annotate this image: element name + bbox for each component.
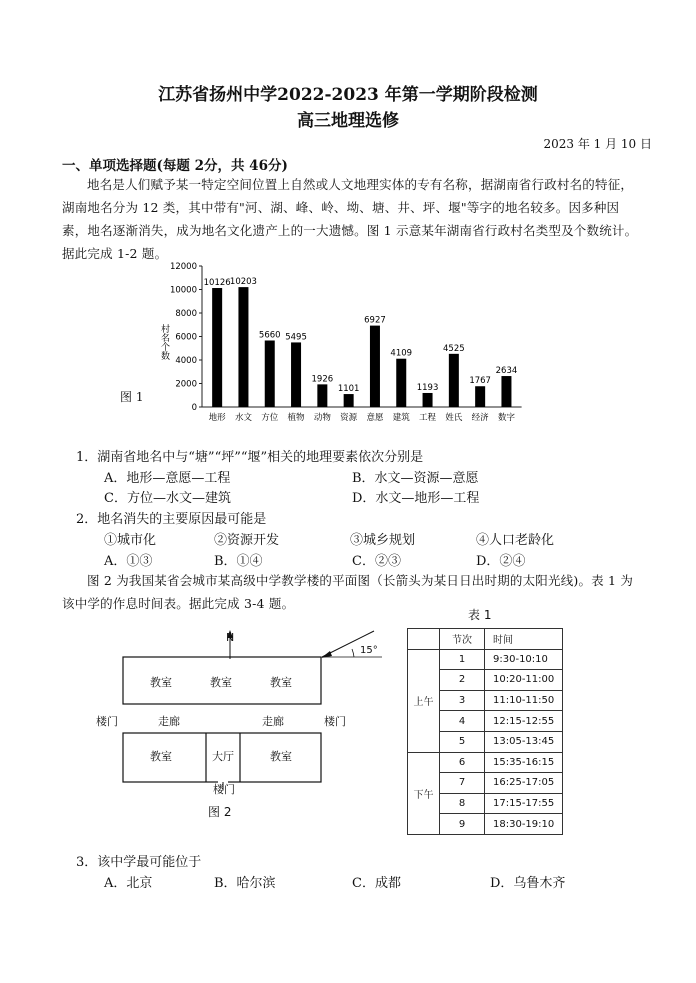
q2-reason-4: ④人口老龄化 [476, 533, 555, 548]
hall-label: 大厅 [212, 750, 234, 763]
bar-value-label: 1101 [337, 384, 360, 395]
table-header-row [408, 629, 563, 650]
table-1-caption: 表 1 [468, 608, 492, 622]
table-corner [408, 629, 440, 650]
figure-2-label: 图 2 [208, 805, 232, 819]
sun-angle-label: 15° [360, 645, 378, 656]
bar-value-label: 10203 [229, 277, 257, 288]
y-tick-label: 0 [191, 403, 197, 413]
bar-工程 [423, 393, 433, 407]
col-period: 节次 [440, 629, 485, 650]
stair-door-south: 楼门 [213, 783, 235, 796]
classroom-label-4: 教室 [150, 750, 172, 763]
x-category-label: 方位 [261, 413, 279, 423]
exam-date: 2023 年 1 月 10 日 [543, 137, 652, 151]
bar-地形 [212, 288, 222, 407]
y-tick-label: 4000 [175, 356, 197, 366]
period-number: 3 [440, 690, 485, 711]
period-number: 1 [440, 649, 485, 670]
stair-door-west: 楼门 [96, 715, 118, 728]
bar-value-label: 6927 [364, 315, 386, 326]
bar-植物 [291, 342, 301, 407]
period-number: 2 [440, 670, 485, 691]
corridor-label-1: 走廊 [158, 715, 180, 728]
figure-1-label: 图 1 [120, 390, 144, 404]
period-number: 5 [440, 731, 485, 752]
x-category-label: 数字 [497, 413, 515, 423]
period-number: 7 [440, 773, 485, 794]
period-number: 9 [440, 814, 485, 835]
classroom-label-3: 教室 [270, 676, 292, 689]
x-category-label: 植物 [287, 413, 305, 423]
bar-经济 [475, 386, 485, 407]
y-tick-label: 12000 [169, 262, 197, 272]
period-time: 15:35-16:15 [485, 752, 563, 773]
x-category-label: 建筑 [392, 413, 410, 423]
period-time: 10:20-11:00 [485, 670, 563, 691]
q1-option-a[interactable]: A．地形—意愿—工程 [104, 471, 231, 486]
bar-建筑 [396, 359, 406, 407]
q1-option-c[interactable]: C．方位—水文—建筑 [104, 491, 231, 506]
period-time: 12:15-12:55 [485, 711, 563, 732]
q2-reason-1: ①城市化 [104, 533, 157, 548]
bar-value-label: 1193 [416, 382, 439, 393]
q3-stem: 3．该中学最可能位于 [76, 855, 202, 870]
morning-label: 上午 [408, 649, 440, 752]
period-time: 9:30-10:10 [485, 649, 563, 670]
section-heading: 一、单项选择题(每题 2分，共 46分) [62, 158, 288, 174]
bar-value-label: 10126 [203, 278, 231, 289]
stair-door-east: 楼门 [324, 715, 346, 728]
classroom-label-1: 教室 [150, 676, 172, 689]
exam-subtitle: 高三地理选修 [297, 111, 399, 131]
bar-水文 [238, 287, 248, 407]
bar-value-label: 2634 [495, 366, 518, 377]
x-category-label: 意愿 [366, 413, 384, 423]
classroom-label-2: 教室 [210, 676, 232, 689]
figure-2-floorplan [90, 625, 400, 800]
north-label: N [226, 631, 235, 644]
table-row [408, 649, 563, 670]
q2-option-b[interactable]: B．①④ [214, 554, 263, 569]
bar-方位 [265, 340, 275, 407]
period-number: 8 [440, 793, 485, 814]
y-tick-label: 10000 [169, 285, 197, 296]
period-time: 11:10-11:50 [485, 690, 563, 711]
exam-title: 江苏省扬州中学2022-2023 年第一学期阶段检测 [158, 85, 538, 105]
passage-2: 图 2 为我国某省会城市某高级中学教学楼的平面图（长箭头为某日日出时期的太阳光线)。表 1 为该中学的作息时间表。据此完成 3-4 题。 [62, 573, 634, 611]
q2-reason-3: ③城乡规划 [350, 533, 416, 548]
x-category-label: 水文 [234, 413, 252, 423]
q2-option-c[interactable]: C．②③ [352, 554, 401, 569]
chart-ylabel: 村名个数 [159, 324, 169, 360]
schedule-table [407, 628, 563, 835]
bar-value-label: 5495 [285, 332, 307, 343]
bar-动物 [317, 384, 327, 407]
x-category-label: 动物 [313, 413, 331, 423]
bar-value-label: 1767 [469, 376, 491, 387]
period-number: 6 [440, 752, 485, 773]
period-time: 13:05-13:45 [485, 731, 563, 752]
q2-option-d[interactable]: D．②④ [476, 554, 526, 569]
x-category-label: 经济 [471, 413, 489, 423]
bar-数字 [501, 376, 511, 407]
bar-意愿 [370, 326, 380, 407]
bar-value-label: 5660 [258, 330, 281, 341]
period-number: 4 [440, 711, 485, 732]
q3-option-a[interactable]: A．北京 [104, 876, 153, 891]
q3-option-b[interactable]: B．哈尔滨 [214, 876, 276, 891]
y-tick-label: 2000 [175, 379, 197, 390]
passage-1: 地名是人们赋予某一特定空间位置上自然或人文地理实体的专有名称，据湖南省行政村名的特征，湖南地名分为 12 类，其中带有"河、湖、峰、岭、坳、塘、井、坪、堰"等字的地名较多。因多种因素，地名逐渐消失，成为地名文化遗产上的一大遗憾。图 1 示意某年湖南省行政村名类型及个数统计。据此完成 1-2 题。 [62, 177, 638, 261]
x-category-label: 地形 [208, 413, 226, 423]
x-category-label: 资源 [340, 413, 358, 423]
q2-reason-2: ②资源开发 [214, 533, 280, 548]
period-time: 18:30-19:10 [485, 814, 563, 835]
classroom-label-5: 教室 [270, 750, 292, 763]
corridor-label-2: 走廊 [262, 715, 284, 728]
q2-option-a[interactable]: A．①③ [104, 554, 153, 569]
bar-资源 [344, 394, 354, 407]
figure-1-chart [150, 258, 530, 430]
period-time: 16:25-17:05 [485, 773, 563, 794]
bar-姓氏 [449, 354, 459, 407]
y-tick-label: 8000 [175, 309, 197, 319]
x-category-label: 工程 [419, 413, 437, 423]
q1-stem: 1．湖南省地名中与“塘”“坪”“堰”相关的地理要素依次分别是 [76, 450, 424, 465]
q3-option-d[interactable]: D．乌鲁木齐 [490, 876, 566, 891]
y-tick-label: 6000 [175, 332, 197, 343]
x-category-label: 姓氏 [445, 413, 463, 423]
col-time: 时间 [485, 629, 563, 650]
q1-option-d[interactable]: D．水文—地形—工程 [352, 491, 480, 506]
bar-value-label: 1926 [311, 374, 334, 385]
period-time: 17:15-17:55 [485, 793, 563, 814]
afternoon-label: 下午 [408, 752, 440, 834]
q1-option-b[interactable]: B．水文—资源—意愿 [352, 471, 479, 486]
table-row [408, 752, 563, 773]
q3-option-c[interactable]: C．成都 [352, 876, 401, 891]
bar-value-label: 4525 [443, 343, 465, 354]
q2-stem: 2．地名消失的主要原因最可能是 [76, 512, 267, 527]
bar-value-label: 4109 [390, 348, 413, 359]
